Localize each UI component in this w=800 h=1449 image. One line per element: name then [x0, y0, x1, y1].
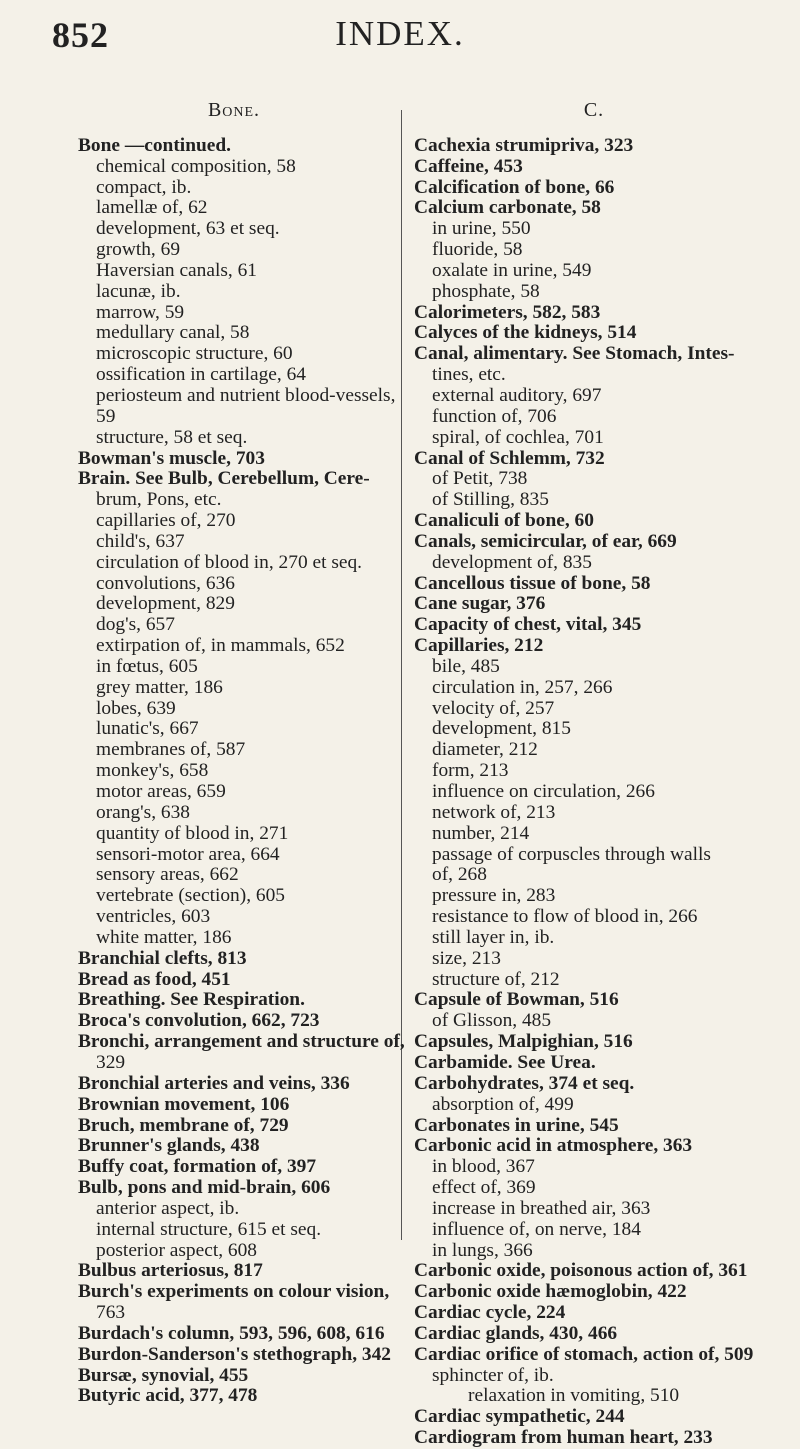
index-entry: lobes, 639 [96, 697, 176, 719]
index-entry: resistance to flow of blood in, 266 [432, 906, 698, 928]
index-entry: pressure in, 283 [432, 885, 556, 907]
index-entry: Calyces of the kidneys, 514 [414, 322, 637, 344]
index-entry: 329 [96, 1051, 126, 1073]
index-entry: ossification in cartilage, 64 [96, 364, 307, 386]
page-number: 852 [52, 15, 109, 55]
index-entry: dog's, 657 [96, 614, 175, 636]
index-entry: Carbohydrates, 374 et seq. [414, 1072, 635, 1094]
index-entry: of, 268 [432, 864, 487, 886]
index-entry: medullary canal, 58 [96, 322, 250, 344]
index-entry: development, 63 et seq. [96, 218, 280, 240]
index-entry: grey matter, 186 [96, 676, 223, 698]
index-entry: Canal, alimentary. See Stomach, Intes- [414, 343, 735, 365]
page-title: INDEX. [335, 14, 465, 53]
index-entry: Burdon-Sanderson's stethograph, 342 [78, 1343, 392, 1365]
index-entry: Capillaries, 212 [414, 635, 544, 657]
index-entry: convolutions, 636 [96, 572, 235, 594]
index-entry: development, 815 [432, 718, 571, 740]
index-entry: internal structure, 615 et seq. [96, 1218, 322, 1240]
index-entry: Cancellous tissue of bone, 58 [414, 572, 651, 594]
index-entry: function of, 706 [432, 405, 557, 427]
index-column-left [78, 99, 405, 1407]
index-entry: circulation of blood in, 270 et seq. [96, 551, 363, 573]
index-entry: tines, etc. [432, 364, 506, 386]
index-entry: Canals, semicircular, of ear, 669 [414, 530, 677, 552]
index-entry: Carbonates in urine, 545 [414, 1114, 619, 1136]
index-entry: in fœtus, 605 [96, 655, 198, 677]
index-entry: Brunner's glands, 438 [78, 1135, 260, 1157]
index-entry: size, 213 [432, 947, 501, 969]
index-entry: Bulb, pons and mid-brain, 606 [78, 1177, 331, 1199]
index-entry: periosteum and nutrient blood-vessels, [96, 384, 396, 406]
index-entry: development, 829 [96, 593, 235, 615]
index-entry: Calcification of bone, 66 [414, 176, 615, 198]
index-entry: vertebrate (section), 605 [96, 885, 285, 907]
index-entry: Buffy coat, formation of, 397 [78, 1156, 317, 1178]
index-entry: structure of, 212 [432, 968, 560, 990]
index-entry: effect of, 369 [432, 1177, 536, 1199]
index-entry: Brain. See Bulb, Cerebellum, Cere- [78, 468, 370, 490]
index-entry: influence on circulation, 266 [432, 781, 655, 802]
index-entry: child's, 637 [96, 530, 185, 552]
index-entry: 59 [96, 405, 116, 427]
column-heading-bone: Bone. [207, 99, 261, 121]
index-entry: Cardiac sympathetic, 244 [414, 1406, 625, 1428]
index-entry: Caffeine, 453 [414, 155, 523, 177]
index-entry: lamellæ of, 62 [96, 197, 208, 219]
index-entry: white matter, 186 [96, 926, 232, 948]
index-entry: Bruch, membrane of, 729 [78, 1114, 289, 1136]
index-entry: marrow, 59 [96, 301, 185, 323]
index-entry: Cachexia strumipriva, 323 [414, 134, 634, 156]
index-entry: Carbonic oxide hæmoglobin, 422 [414, 1281, 687, 1303]
index-entry: Capsules, Malpighian, 516 [414, 1031, 633, 1053]
index-entry: development of, 835 [432, 551, 592, 573]
index-entry: Broca's convolution, 662, 723 [78, 1010, 320, 1032]
index-entry: Carbamide. See Urea. [414, 1051, 596, 1073]
index-entry: of Petit, 738 [432, 468, 528, 490]
index-column-right [414, 100, 774, 1449]
index-entry: form, 213 [432, 760, 509, 782]
index-entry: circulation in, 257, 266 [432, 676, 613, 698]
index-entry: chemical composition, 58 [96, 155, 296, 177]
index-entry: of Glisson, 485 [432, 1010, 552, 1032]
index-entry: growth, 69 [96, 239, 181, 261]
index-entry: Burdach's column, 593, 596, 608, 616 [78, 1322, 385, 1344]
index-entry: structure, 58 et seq. [96, 426, 248, 448]
index-entry: Capacity of chest, vital, 345 [414, 614, 642, 636]
index-entry: Bronchi, arrangement and structure of, [78, 1031, 405, 1053]
index-entry: microscopic structure, 60 [96, 343, 293, 365]
index-entry: relaxation in vomiting, 510 [468, 1385, 680, 1407]
index-entry: influence of, on nerve, 184 [432, 1218, 641, 1240]
index-entry: fluoride, 58 [432, 239, 523, 261]
index-entry: Bulbus arteriosus, 817 [78, 1260, 263, 1282]
index-entry: Bread as food, 451 [78, 968, 231, 990]
index-entry: bile, 485 [432, 655, 500, 677]
index-entry: Calorimeters, 582, 583 [414, 301, 601, 323]
index-entry: Cardiogram from human heart, 233 [414, 1427, 713, 1449]
index-entry: oxalate in urine, 549 [432, 259, 592, 281]
index-entry: Butyric acid, 377, 478 [78, 1385, 258, 1407]
index-entry: network of, 213 [432, 801, 556, 823]
index-entry: lunatic's, 667 [96, 718, 199, 740]
index-entry: still layer in, ib. [432, 926, 555, 948]
index-entry: monkey's, 658 [96, 760, 209, 782]
index-entry: number, 214 [432, 822, 530, 844]
index-entry: of Stilling, 835 [432, 489, 549, 511]
index-entries-left [78, 134, 405, 1407]
index-entry: Cardiac orifice of stomach, action of, 509 [414, 1343, 754, 1365]
index-entry: diameter, 212 [432, 739, 538, 761]
index-entry: extirpation of, in mammals, 652 [96, 635, 345, 657]
index-entry: Capsule of Bowman, 516 [414, 989, 619, 1011]
index-entry: absorption of, 499 [432, 1093, 574, 1115]
index-entry: capillaries of, 270 [96, 510, 236, 532]
index-entry: increase in breathed air, 363 [432, 1197, 651, 1219]
index-entry: Canal of Schlemm, 732 [414, 447, 605, 469]
index-entry: Cane sugar, 376 [414, 593, 546, 615]
index-entry: sphincter of, ib. [432, 1364, 554, 1386]
index-entry: membranes of, 587 [96, 739, 246, 761]
index-entry: Breathing. See Respiration. [78, 989, 305, 1011]
index-entries-right [414, 136, 774, 1449]
column-divider [401, 110, 402, 1240]
index-entry: brum, Pons, etc. [96, 489, 222, 511]
index-entry: Canaliculi of bone, 60 [414, 510, 594, 532]
index-entry: in urine, 550 [432, 218, 531, 240]
index-entry: spiral, of cochlea, 701 [432, 426, 604, 448]
index-entry: Carbonic acid in atmosphere, 363 [414, 1135, 693, 1157]
index-entry: Carbonic oxide, poisonous action of, 361 [414, 1260, 748, 1282]
index-entry: Cardiac glands, 430, 466 [414, 1322, 618, 1344]
index-entry: Brownian movement, 106 [78, 1093, 290, 1115]
index-entry: passage of corpuscles through walls [432, 843, 711, 865]
index-entry: Bursæ, synovial, 455 [78, 1364, 249, 1386]
index-entry: lacunæ, ib. [96, 280, 181, 302]
index-entry: Cardiac cycle, 224 [414, 1302, 566, 1324]
index-entry: sensori-motor area, 664 [96, 843, 280, 865]
index-entry: Bronchial arteries and veins, 336 [78, 1072, 350, 1094]
index-entry: Bone —continued. [78, 134, 231, 156]
column-heading-c: C. [583, 99, 605, 121]
index-entry: Bowman's muscle, 703 [78, 447, 265, 469]
index-entry: compact, ib. [96, 176, 192, 198]
index-entry: in lungs, 366 [432, 1239, 533, 1261]
index-entry: motor areas, 659 [96, 781, 226, 802]
index-entry: external auditory, 697 [432, 384, 602, 406]
index-entry: sensory areas, 662 [96, 864, 239, 886]
index-entry: velocity of, 257 [432, 697, 555, 719]
index-entry: in blood, 367 [432, 1156, 535, 1178]
index-entry: Branchial clefts, 813 [78, 947, 247, 969]
index-entry: ventricles, 603 [96, 906, 211, 928]
index-entry: posterior aspect, 608 [96, 1239, 258, 1261]
index-entry: Calcium carbonate, 58 [414, 197, 601, 219]
index-entry: quantity of blood in, 271 [96, 822, 289, 844]
index-entry: Haversian canals, 61 [96, 259, 257, 281]
index-entry: phosphate, 58 [432, 280, 540, 302]
index-entry: Burch's experiments on colour vision, [78, 1281, 390, 1303]
index-entry: orang's, 638 [96, 801, 190, 823]
index-entry: anterior aspect, ib. [96, 1197, 240, 1219]
index-entry: 763 [96, 1302, 126, 1324]
